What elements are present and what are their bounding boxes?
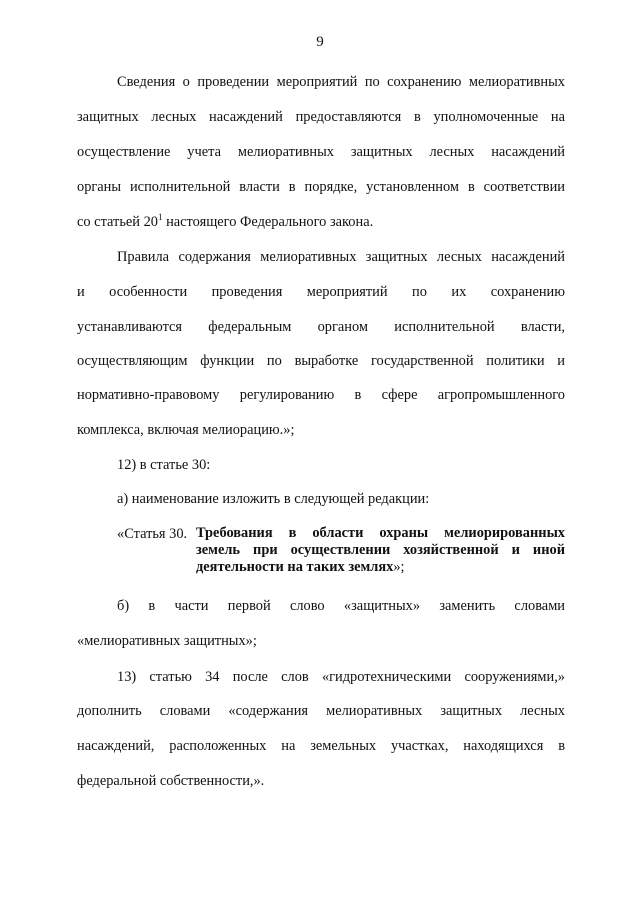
article30-title-line-2: земель при осуществлении хозяйственной и иной [196, 542, 565, 558]
paragraph1-last-after: настоящего Федерального закона. [162, 214, 374, 230]
article30-title-line-3-text: деятельности на таких землях [196, 559, 394, 575]
article30-prefix: «Статья 30. [117, 526, 188, 542]
item-13-line-4: федеральной собственности,». [77, 773, 265, 789]
item-12: 12) в статье 30: [117, 457, 211, 473]
paragraph1-line-2: защитных лесных насаждений предоставляются в уполномоченные на [77, 109, 565, 125]
item-12b-line-1: б) в части первой слово «защитных» заменить словами [117, 598, 565, 614]
paragraph1-line-4: органы исполнительной власти в порядке, установленном в соответствии [77, 179, 565, 195]
article30-title-tail: »; [393, 559, 405, 575]
paragraph2-line-5: нормативно-правовому регулированию в сфере агропромышленного [77, 387, 565, 403]
paragraph2-line-3: устанавливаются федеральным органом исполнительной власти, [77, 319, 565, 335]
page-number: 9 [316, 34, 324, 50]
paragraph1-line-5 [77, 213, 565, 231]
paragraph1-line-3: осуществление учета мелиоративных защитных лесных насаждений [77, 144, 565, 160]
paragraph1-last-before: со статьей 20 [77, 214, 158, 230]
article30-title [196, 525, 565, 576]
paragraph2-line-4: осуществляющим функции по выработке государственной политики и [77, 353, 565, 369]
item-13-line-3: насаждений, расположенных на земельных участках, находящихся в [77, 738, 565, 754]
article30-title-line-1: Требования в области охраны мелиорированных [196, 525, 565, 541]
item-12a: а) наименование изложить в следующей редакции: [117, 491, 430, 507]
item-13-line-1: 13) статью 34 после слов «гидротехническими сооружениями,» [117, 669, 565, 685]
paragraph2-line-6: комплекса, включая мелиорацию.»; [77, 422, 295, 438]
paragraph2-line-2: и особенности проведения мероприятий по их сохранению [77, 284, 565, 300]
footnote-superscript: 1 [157, 212, 163, 222]
paragraph1-line-1: Сведения о проведении мероприятий по сохранению мелиоративных [117, 74, 565, 90]
paragraph2-line-1: Правила содержания мелиоративных защитных лесных насаждений [117, 249, 565, 265]
item-12b-line-2: «мелиоративных защитных»; [77, 633, 257, 649]
item-13-line-2: дополнить словами «содержания мелиоративных защитных лесных [77, 703, 565, 719]
article30-title-line-3 [196, 559, 565, 576]
